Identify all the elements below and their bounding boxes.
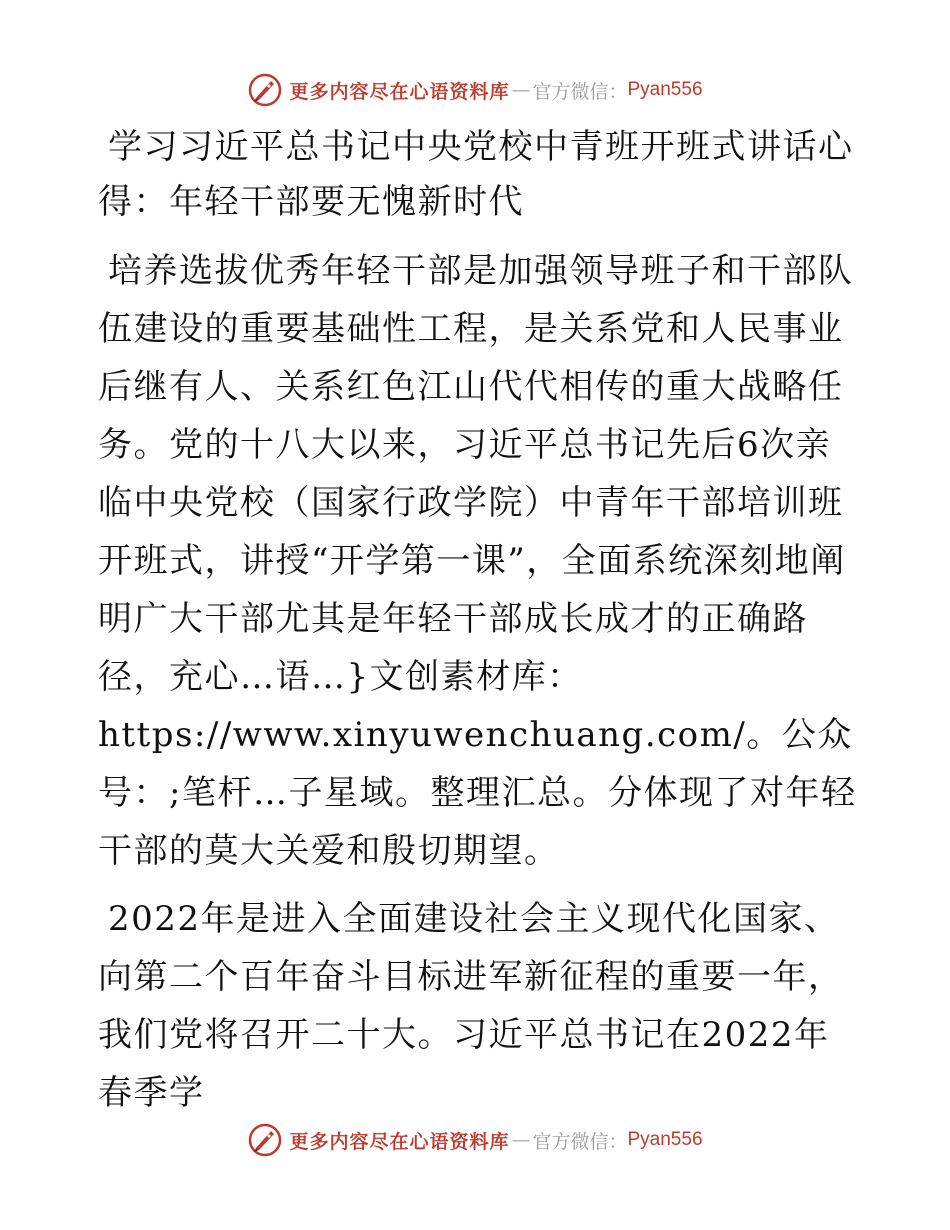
paragraph: 2022年是进入全面建设社会主义现代化国家、向第二个百年奋斗目标进军新征程的重要一年，我们党将召开二十大。习近平总书记在2022年春季学 — [98, 899, 844, 1113]
footer-wechat-id: Pyan556 — [627, 1129, 703, 1150]
footer-official-label: 官方微信： — [532, 1130, 628, 1153]
footer-banner — [0, 1118, 950, 1162]
quill-pen-logo-icon — [247, 72, 283, 108]
header-site-name: 更多内容尽在心语资料库 — [289, 80, 510, 103]
header-official-label: 官方微信： — [532, 80, 628, 103]
document-title: 学习习近平总书记中央党校中青班开班式讲话心得：年轻干部要无愧新时代 — [98, 127, 854, 222]
header-separator: — — [511, 79, 531, 101]
footer-separator: — — [511, 1129, 531, 1151]
header-banner — [0, 68, 950, 112]
paragraph: 培养选拔优秀年轻干部是加强领导班子和干部队伍建设的重要基础性工程，是关系党和人民事业后继有人、关系红色江山代代相传的重大战略任务。党的十八大以来，习近平总书记先后6次亲临中央党校（国家行政学院）中青年干部培训班开班式，讲授“开学第一课”，全面系统深刻地阐明广大干部尤其是年轻干部成长成才的正确路径，充心…语…}文创素材库：https://www.xinyuwenchuang.com/。公众号：;笔杆…子星域。整理汇总。分体现了对年轻干部的莫大关爱和殷切期望。 — [98, 251, 857, 871]
document-body — [98, 120, 858, 1132]
footer-site-name: 更多内容尽在心语资料库 — [289, 1130, 510, 1153]
header-wechat-id: Pyan556 — [627, 79, 703, 100]
quill-pen-logo-icon — [247, 1122, 283, 1158]
